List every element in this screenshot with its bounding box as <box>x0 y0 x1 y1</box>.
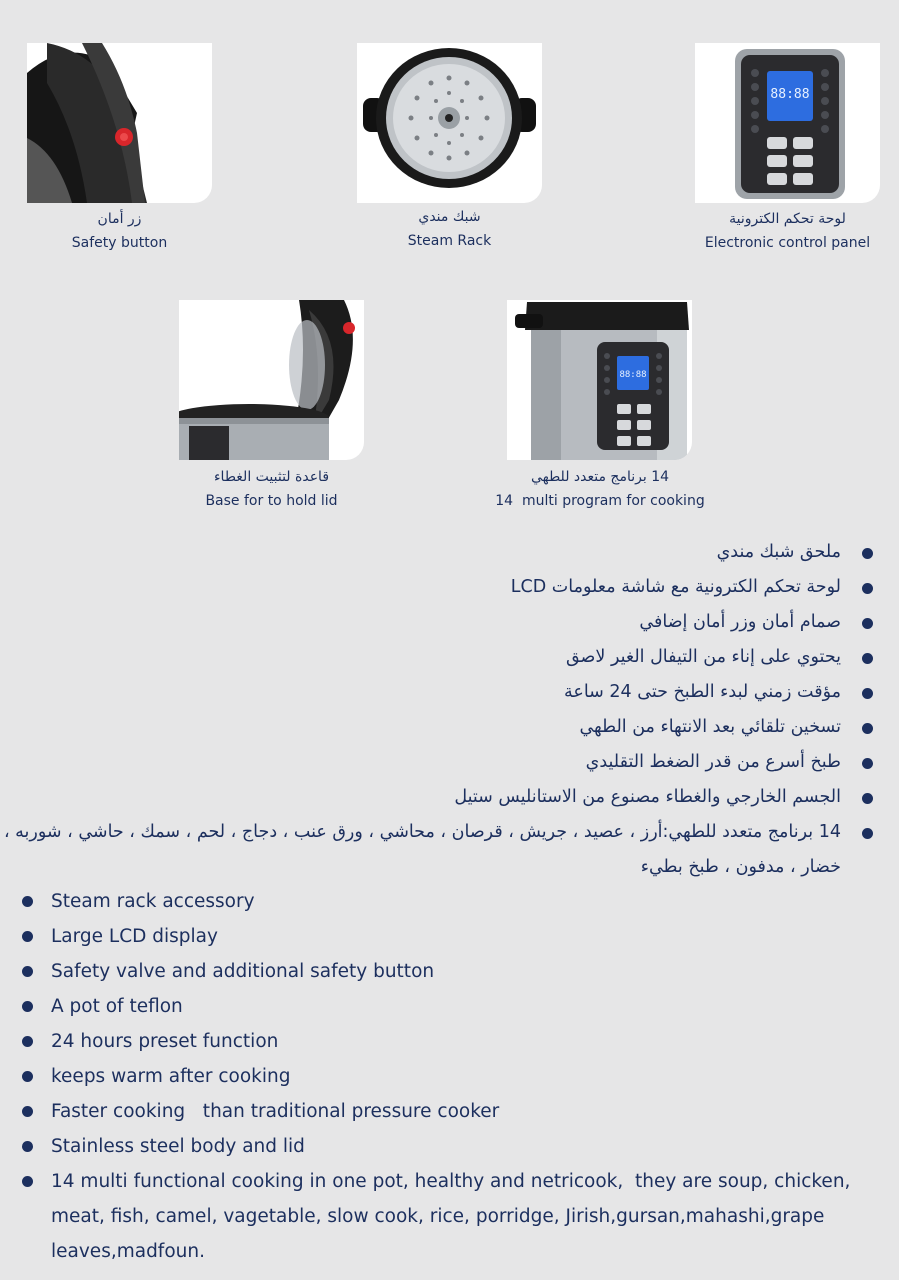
bullet-icon <box>862 758 873 769</box>
bullet-icon <box>22 966 33 977</box>
bullet-icon <box>862 618 873 629</box>
bullet-icon <box>22 1071 33 1082</box>
english-feature-item <box>20 1024 880 1059</box>
caption-steam-rack-en: Steam Rack <box>407 233 492 249</box>
feature-text: الجسم الخارجي والغطاء مصنوع من الاستانليس ستيل <box>454 787 841 807</box>
bullet-icon <box>862 793 873 804</box>
base-lid-image <box>179 300 364 460</box>
feature-text: 14 multi functional cooking in one pot, healthy and netricook, they are soup, chicken, meat, fish, camel, vagetable, slow cook, rice, porridge, Jirish,gursan,mahashi,grape leaves,madfoun. <box>51 1171 857 1262</box>
feature-text: 14 برنامج متعدد للطهي:أرز ، عصيد ، جريش ، قرصان ، محاشي ، ورق عنب ، دجاج ، لحم ، سمك ، حاشي ، شوربه ، خضار ، مدفون ، طبخ بطيء <box>3 822 841 877</box>
base-lid-illustration <box>179 300 364 460</box>
feature-text: keeps warm after cooking <box>51 1066 291 1087</box>
arabic-feature-list <box>3 535 883 885</box>
bullet-icon <box>862 688 873 699</box>
caption-safety-button <box>27 207 212 255</box>
feature-text: Large LCD display <box>51 926 218 947</box>
control-panel-illustration <box>695 43 880 203</box>
caption-multi-program-en: 14 multi program for cooking <box>495 493 705 509</box>
caption-multi-program-ar: 14 برنامج متعدد للطهي <box>530 469 670 485</box>
safety-button-illustration <box>27 43 212 203</box>
caption-control-panel-en: Electronic control panel <box>704 235 871 251</box>
steam-rack-image <box>357 43 542 203</box>
multi-program-image <box>507 300 692 460</box>
caption-safety-button-en: Safety button <box>71 235 168 251</box>
arabic-feature-item <box>3 815 883 885</box>
caption-control-panel <box>685 207 890 255</box>
bullet-icon <box>862 548 873 559</box>
arabic-feature-item <box>3 780 883 815</box>
caption-base-lid <box>169 465 374 513</box>
caption-multi-program <box>480 465 720 513</box>
caption-steam-rack <box>357 205 542 253</box>
feature-text: Faster cooking than traditional pressure cooker <box>51 1101 500 1122</box>
feature-text: A pot of teflon <box>51 996 183 1017</box>
feature-text: يحتوي على إناء من التيفال الغير لاصق <box>565 647 841 667</box>
cooker-lcd-readout: 88:88 <box>619 370 647 380</box>
bullet-icon <box>862 828 873 839</box>
arabic-feature-item <box>3 570 883 605</box>
feature-text: مؤقت زمني لبدء الطبخ حتى 24 ساعة <box>564 682 841 702</box>
feature-text: طبخ أسرع من قدر الضغط التقليدي <box>585 752 841 772</box>
bullet-icon <box>22 1001 33 1012</box>
english-feature-item <box>20 1129 880 1164</box>
bullet-icon <box>862 723 873 734</box>
arabic-feature-item <box>3 605 883 640</box>
arabic-feature-item <box>3 745 883 780</box>
bullet-icon <box>22 1036 33 1047</box>
feature-text: تسخين تلقائي بعد الانتهاء من الطهي <box>579 717 841 737</box>
steam-rack-illustration <box>357 43 542 203</box>
english-feature-item <box>20 919 880 954</box>
bullet-icon <box>862 583 873 594</box>
arabic-feature-item <box>3 675 883 710</box>
english-feature-item <box>20 1164 880 1269</box>
caption-safety-button-ar: زر أمان <box>97 211 142 227</box>
english-feature-item <box>20 989 880 1024</box>
bullet-icon <box>22 931 33 942</box>
english-feature-item <box>20 884 880 919</box>
feature-text: Steam rack accessory <box>51 891 255 912</box>
safety-button-image <box>27 43 212 203</box>
feature-text: ملحق شبك مندي <box>716 542 841 562</box>
feature-text: Safety valve and additional safety button <box>51 961 435 982</box>
bullet-icon <box>22 1141 33 1152</box>
feature-text: لوحة تحكم الكترونية مع شاشة معلومات LCD <box>510 577 841 597</box>
feature-text: 24 hours preset function <box>51 1031 279 1052</box>
pressure-cooker-illustration <box>507 300 692 460</box>
arabic-feature-item <box>3 535 883 570</box>
caption-base-lid-ar: قاعدة لتثبيت الغطاء <box>213 469 330 485</box>
arabic-feature-item <box>3 640 883 675</box>
bullet-icon <box>862 653 873 664</box>
english-feature-item <box>20 1059 880 1094</box>
bullet-icon <box>22 896 33 907</box>
english-feature-list <box>20 884 880 1269</box>
lcd-readout: 88:88 <box>770 87 810 102</box>
control-panel-image <box>695 43 880 203</box>
bullet-icon <box>22 1176 33 1187</box>
arabic-feature-item <box>3 710 883 745</box>
english-feature-item <box>20 1094 880 1129</box>
english-feature-item <box>20 954 880 989</box>
feature-text: صمام أمان وزر أمان إضافي <box>639 612 841 632</box>
bullet-icon <box>22 1106 33 1117</box>
caption-control-panel-ar: لوحة تحكم الكترونية <box>729 211 846 227</box>
caption-base-lid-en: Base for to hold lid <box>205 493 338 509</box>
feature-text: Stainless steel body and lid <box>51 1136 305 1157</box>
caption-steam-rack-ar: شبك مندي <box>418 209 481 225</box>
